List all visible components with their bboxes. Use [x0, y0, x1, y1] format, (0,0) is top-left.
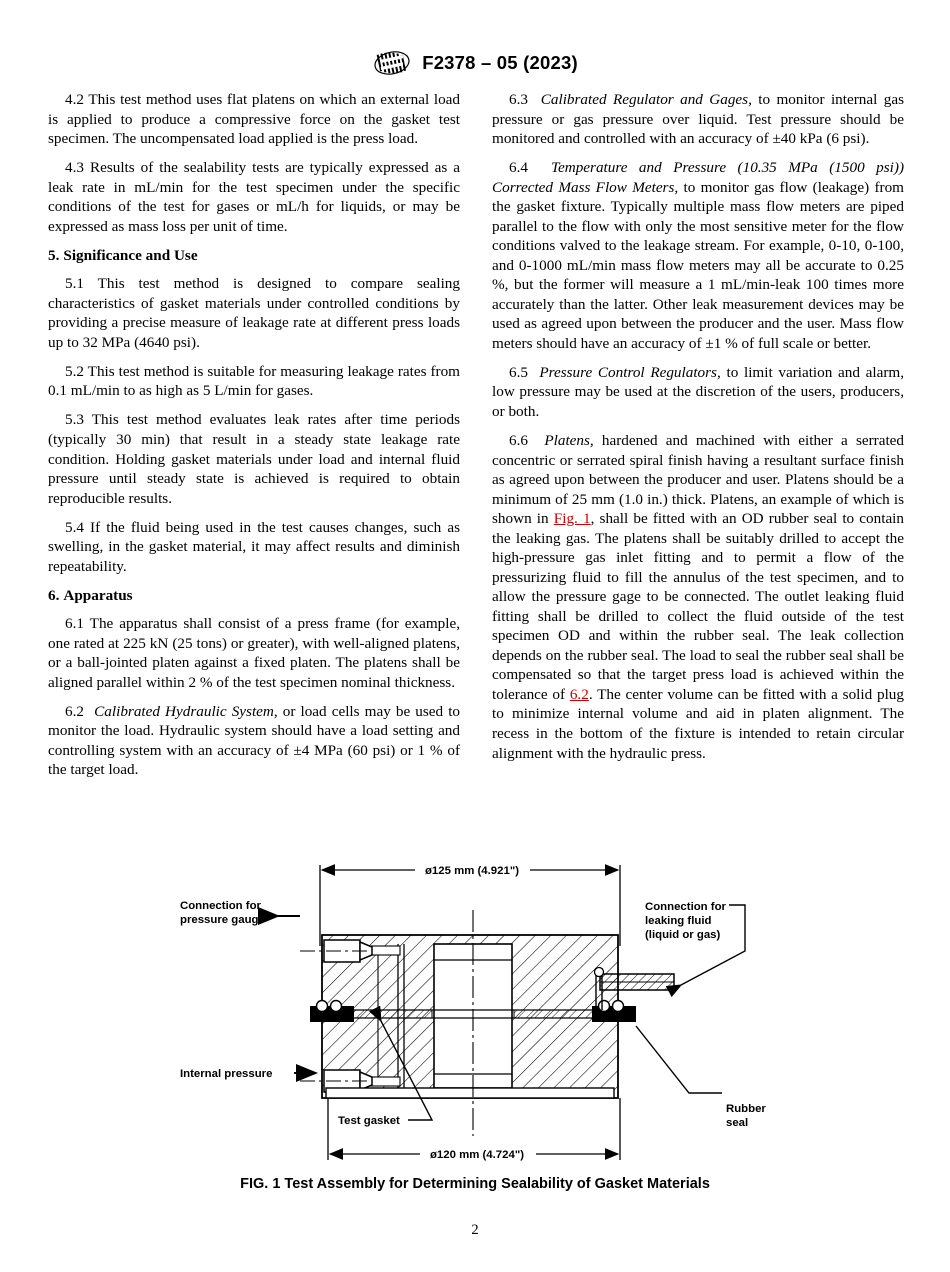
- svg-text:seal: seal: [726, 1117, 749, 1129]
- para-5-1: 5.1 This test method is designed to compare sealing characteristics of gasket materials under controlled conditions by providing a precise measure of leakage rate at different press loads up to 32 MPa (4640 psi).: [48, 275, 460, 351]
- svg-text:(liquid or gas): (liquid or gas): [645, 929, 721, 941]
- dimension-inner-label: ø120 mm (4.724"): [429, 1149, 525, 1161]
- para-6-5-title: Pressure Control Regulators,: [539, 363, 721, 381]
- heading-5-number: 5.: [48, 246, 60, 264]
- svg-text:Test gasket: Test gasket: [338, 1115, 400, 1127]
- heading-5-label: Significance and Use: [63, 246, 198, 264]
- page-title: F2378 – 05 (2023): [422, 52, 578, 73]
- para-6-3-body: to monitor internal gas pressure or gas pressure over liquid. Test pressure should be monitored and controlled with an accuracy of ±40 kPa (6 psi).: [492, 91, 904, 148]
- svg-text:leaking fluid: leaking fluid: [645, 915, 712, 927]
- para-6-6-number: 6.6: [509, 432, 528, 449]
- heading-5: [48, 246, 460, 266]
- svg-text:Internal pressure: Internal pressure: [180, 1068, 273, 1080]
- para-6-3-title: Calibrated Regulator and Gages,: [540, 91, 752, 108]
- para-6-4-body: to monitor gas flow (leakage) from the gasket fixture. Typically multiple mass flow meters are piped parallel to the flow with only the most sensitive meter for the flow conditions valved to the leakage stream. For example, 0-10, 0-100, and 0-1000 mL/min mass flow meters may all be accurate to 0.25 %, but the former will measure a 1 mL/min-leak 100 times more accurately than the latter. Other leak measurement devices may be used as agreed upon between the producer and the user. Mass flow meters should have an accuracy of ±1 % of full scale or better.: [492, 178, 904, 352]
- para-6-4-title: Temperature and Pressure (10.35 MPa (1500 psi)) Corrected Mass Flow Meters,: [492, 159, 905, 196]
- para-6-5: [492, 363, 904, 422]
- para-6-6-title: Platens,: [544, 432, 594, 449]
- page-header: [0, 46, 950, 80]
- para-4-3: 4.3 Results of the sealability tests are typically expressed as a leak rate in mL/min for the test specimen under the specific conditions of the test for gases or mL/h for liquids, or may be expressed as mass loss per unit of time.: [48, 159, 460, 235]
- dimension-inner-diameter: [328, 1098, 620, 1161]
- para-6-6: [492, 431, 904, 763]
- xref-6-2[interactable]: 6.2: [569, 685, 589, 703]
- label-rubber-seal: [636, 1026, 766, 1129]
- page-number: 2: [471, 1222, 479, 1238]
- para-4-2: 4.2 This test method uses flat platens on which an external load is applied to produce a compressive force on the gasket test specimen. The uncompensated load applied is the press load.: [48, 91, 460, 148]
- right-column: [492, 90, 904, 780]
- para-6-6-body-1: hardened and machined with either a serrated concentric or serrated spiral finish having a resultant surface finish as agreed upon between the producer and user. Platens should be a minimum of 25 mm (1.0 in.) thick. Platens, an example of which is shown in: [492, 432, 905, 528]
- para-6-5-number: 6.5: [509, 363, 528, 381]
- left-column: [48, 90, 460, 780]
- para-5-3: 5.3 This test method evaluates leak rates after time periods (typically 30 min) that result in a steady state leakage rate condition. Holding gasket materials under load and internal fluid pressure until steady state is achieved is required to obtain reproducible results.: [48, 411, 460, 507]
- svg-text:Connection for: Connection for: [645, 901, 726, 913]
- dimension-outer-label: ø125 mm (4.921"): [424, 865, 520, 877]
- para-6-4: [492, 158, 904, 353]
- svg-text:Connection for: Connection for: [180, 900, 261, 912]
- platen-body: [300, 910, 674, 1136]
- para-6-2: [48, 702, 460, 780]
- para-6-6-body-3: . The center volume can be fitted with a solid plug to minimize internal volume and aid in platen alignment. The recess in the bottom of the fixture is intended to retain circular alignment with the hydraulic press.: [492, 685, 904, 762]
- svg-text:pressure gauge: pressure gauge: [180, 914, 265, 926]
- dimension-outer-diameter: [320, 865, 620, 946]
- figure-1-drawing: [0, 848, 950, 1208]
- figure-1: [0, 848, 950, 1208]
- para-6-1: 6.1 The apparatus shall consist of a press frame (for example, one rated at 225 kN (25 tons) or greater), with well-aligned platens, or a ball-jointed platen against a fixed platen. The platens shall be aligned parallel within 2 % of the test specimen nominal thickness.: [48, 615, 460, 691]
- astm-logo-icon: [372, 49, 412, 77]
- para-6-2-body: or load cells may be used to monitor the load. Hydraulic system should have a load setting and controlling system with an accuracy of ±4 MPa (60 psi) or 1 % of the target load.: [48, 702, 461, 779]
- figure-caption: FIG. 1 Test Assembly for Determining Sealability of Gasket Materials: [240, 1176, 710, 1192]
- para-6-2-title: Calibrated Hydraulic System,: [94, 702, 278, 720]
- label-leaking-fluid: [645, 901, 745, 985]
- para-6-3: [492, 90, 904, 149]
- pressure-gauge-port: [300, 940, 372, 962]
- heading-6: [48, 586, 460, 606]
- para-6-5-body: to limit variation and alarm, low pressure may be used at the discretion of the users, producers, or both.: [492, 363, 905, 420]
- label-pressure-gauge: [180, 900, 300, 926]
- para-5-2: 5.2 This test method is suitable for measuring leakage rates from 0.1 mL/min to as high as 5 L/min for gases.: [48, 362, 460, 400]
- heading-6-label: Apparatus: [63, 586, 133, 604]
- svg-text:Rubber: Rubber: [726, 1103, 766, 1115]
- label-internal-pressure: [180, 1068, 316, 1080]
- para-6-4-number: 6.4: [509, 159, 528, 177]
- xref-fig-1[interactable]: Fig. 1: [553, 510, 591, 528]
- para-6-2-number: 6.2: [65, 702, 84, 720]
- para-6-3-number: 6.3: [509, 91, 528, 108]
- heading-6-number: 6.: [48, 586, 60, 604]
- rubber-seal-right: [592, 1001, 636, 1023]
- para-5-4: 5.4 If the fluid being used in the test causes changes, such as swelling, in the gasket material, it may affect results and diminish repeatability.: [48, 518, 460, 575]
- body-columns: [48, 90, 904, 780]
- para-6-6-body-2: , shall be fitted with an OD rubber seal to contain the leaking gas. The platens shall be suitably drilled to accept the high-pressure gas inlet fitting and to permit a flow of the pressurizing fluid to fill the annulus of the test specimen, and to allow the pressure gage to be connected. The outlet leaking fluid fitting shall be drilled to collect the fluid outside of the test specimen OD and within the rubber seal. The leak collection depends on the rubber seal. The load to seal the rubber seal shall be compensated so that the target press load is achieved within the tolerance of: [492, 510, 904, 703]
